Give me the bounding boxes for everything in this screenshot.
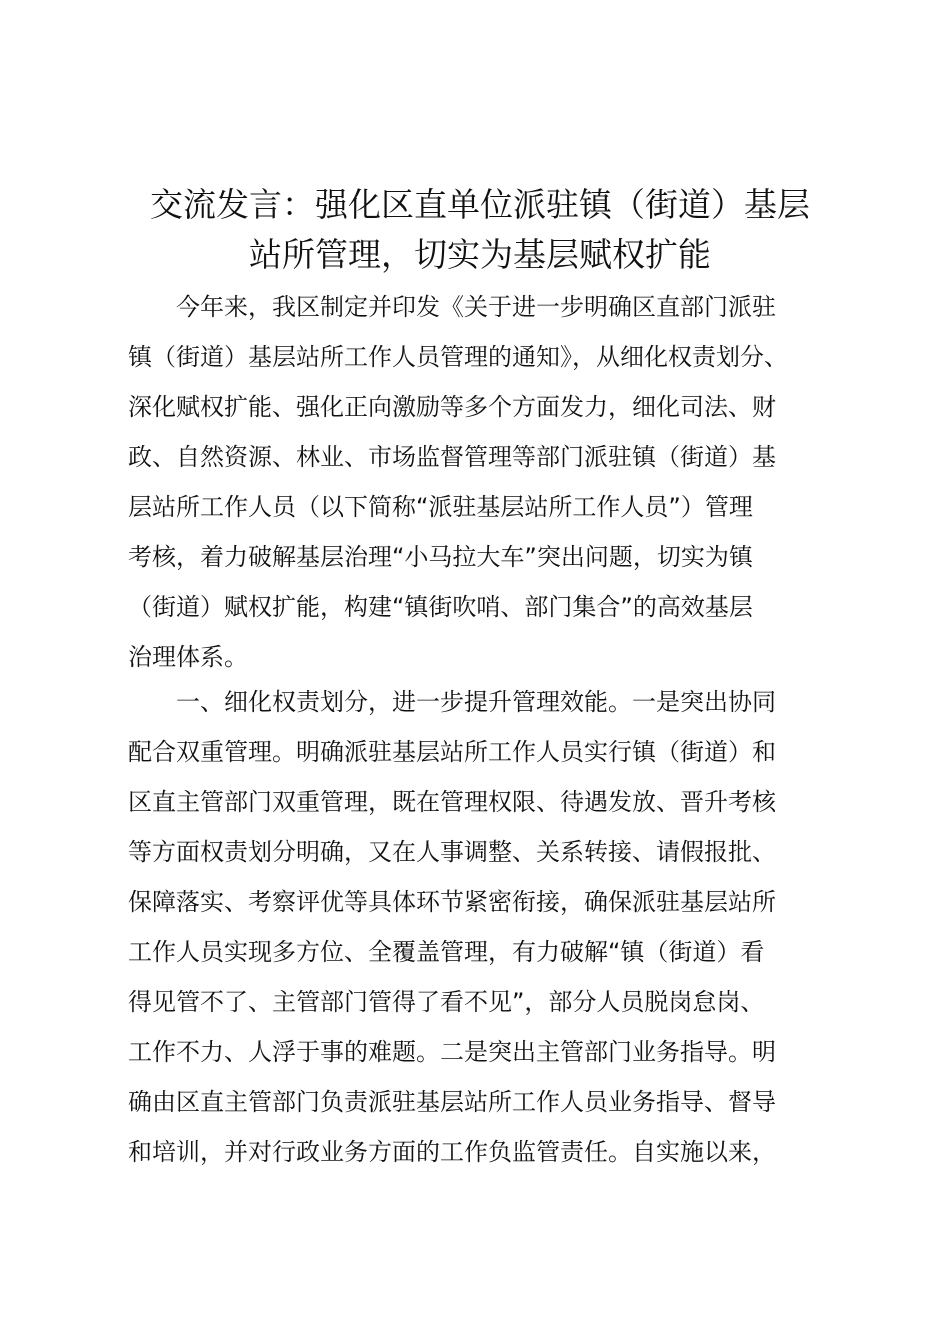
text-line: 今年来，我区制定并印发《关于进一步明确区直部门派驻 (176, 293, 776, 321)
text-line: 确由区直主管部门负责派驻基层站所工作人员业务指导、督导 (128, 1088, 776, 1116)
document-title (100, 180, 860, 280)
text-line: 工作人员实现多方位、全覆盖管理，有力破解“镇（街道）看 (128, 938, 765, 966)
text-line: 镇（街道）基层站所工作人员管理的通知》，从细化权责划分、 (128, 343, 788, 371)
text-line: 深化赋权扩能、强化正向激励等多个方面发力，细化司法、财 (128, 393, 776, 421)
text-line: 得见管不了、主管部门管得了看不见”，部分人员脱岗怠岗、 (128, 988, 765, 1016)
text-line: 等方面权责划分明确，又在人事调整、关系转接、请假报批、 (128, 838, 776, 866)
text-line: 保障落实、考察评优等具体环节紧密衔接，确保派驻基层站所 (128, 888, 776, 916)
paragraph-section-one (128, 677, 848, 1177)
title-line: 站所管理，切实为基层赋权扩能 (249, 235, 711, 274)
text-line: 区直主管部门双重管理，既在管理权限、待遇发放、晋升考核 (128, 788, 776, 816)
title-line: 交流发言：强化区直单位派驻镇（街道）基层 (150, 185, 810, 224)
text-line: 一、细化权责划分，进一步提升管理效能。一是突出协同 (176, 688, 776, 716)
text-line: 配合双重管理。明确派驻基层站所工作人员实行镇（街道）和 (128, 738, 776, 766)
text-line: 政、自然资源、林业、市场监督管理等部门派驻镇（街道）基 (128, 443, 776, 471)
text-line: （街道）赋权扩能，构建“镇街吹哨、部门集合”的高效基层 (128, 593, 753, 621)
text-line: 层站所工作人员（以下简称“派驻基层站所工作人员”）管理 (128, 493, 753, 521)
text-line: 和培训，并对行政业务方面的工作负监管责任。自实施以来， (128, 1138, 776, 1166)
text-line: 治理体系。 (128, 643, 248, 671)
text-line: 考核，着力破解基层治理“小马拉大车”突出问题，切实为镇 (128, 543, 753, 571)
text-line: 工作不力、人浮于事的难题。二是突出主管部门业务指导。明 (128, 1038, 776, 1066)
paragraph-intro (128, 282, 848, 682)
